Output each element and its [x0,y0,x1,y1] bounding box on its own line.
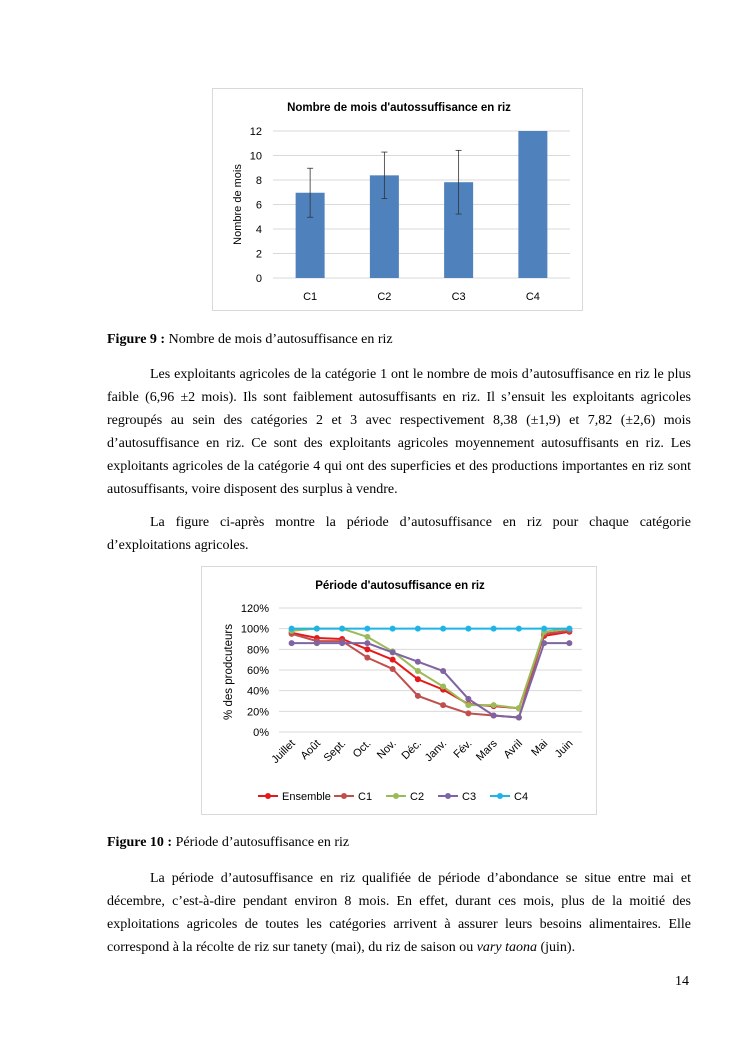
figure-10-caption [107,833,349,853]
legend-label-ensemble: Ensemble [282,791,331,803]
x-tick-label: Avril [501,737,525,762]
data-point-c4 [541,626,547,632]
data-point-c4 [289,626,295,632]
data-point-c1 [440,702,446,708]
y-tick-label: 80% [246,644,269,657]
chart-title: Période d'autosuffisance en riz [315,580,485,592]
legend-label-c3: C3 [462,791,477,803]
y-tick-label: 10 [249,150,262,163]
y-tick-label: 2 [255,248,262,261]
data-point-c4 [465,626,471,632]
legend-label-c4: C4 [514,791,529,803]
paragraph-2: La figure ci-après montre la période d’autosuffisance en riz pour chaque catégorie d’exploitations agricoles. [107,515,691,553]
data-point-c4 [491,626,497,632]
paragraph-1: Les exploitants agricoles de la catégorie 1 ont le nombre de mois d’autosuffisance en riz le plus faible (6,96 ±2 mois). Ils sont faiblement autosuffisants en riz. Il s’ensuit les exploitants agricoles regroupés au sein des catégories 2 et 3 avec respectivement 8,38 (±1,9) et 7,82 (±2,6) mois d’autosuffisance en riz. Ce sont des exploitants agricoles moyennement autosuffisants en riz. Les exploitants agricoles de la catégorie 4 qui ont des superficies et des productions importantes en riz sont autosuffisants, voire disposent des surplus à vendre. [107,367,691,497]
x-tick-label: Juillet [269,737,298,767]
x-tick-label: C4 [525,291,540,303]
paragraph-3 [107,867,691,959]
x-tick-label: Déc. [399,737,424,763]
paragraph-3-italic: vary taona [476,940,537,955]
x-tick-label: C1 [303,291,318,303]
data-point-c3 [566,640,572,646]
figure-9-text: Nombre de mois d’autosuffisance en riz [165,332,393,347]
figure-9-label: Figure 9 : [107,332,166,347]
data-point-c3 [541,640,547,646]
data-point-c1 [465,710,471,716]
legend-marker-c2 [393,793,399,799]
y-tick-label: 20% [246,706,269,719]
y-tick-label: 4 [255,224,262,236]
x-tick-label: Fév. [451,737,475,761]
data-point-c3 [516,715,522,721]
data-point-c4 [566,626,572,632]
legend-label-c1: C1 [358,791,373,803]
data-point-ensemble [364,646,370,652]
data-point-c4 [415,626,421,632]
line-chart [202,567,596,814]
x-tick-label: Mai [529,737,551,759]
line-chart-container [201,566,597,815]
data-point-c2 [491,702,497,708]
figure-10-label: Figure 10 : [107,835,173,850]
chart-title: Nombre de mois d'autossuffisance en riz [287,102,511,114]
y-tick-label: 8 [255,175,262,187]
x-tick-label: Mars [473,737,500,764]
y-tick-label: 0% [253,727,269,739]
data-point-c3 [491,712,497,718]
data-point-c4 [364,626,370,632]
page-number: 14 [675,974,689,989]
paragraph-3-end: (juin). [536,940,576,955]
data-point-c4 [440,626,446,632]
bar-chart [213,89,582,310]
paragraph-3-text: La période d’autosuffisance en riz qualifiée de période d’abondance se situe entre mai et décembre, c’est-à-dire pendant environ 8 mois. En effet, durant ces mois, plus de la moitié des exploitations agricoles de toutes les catégories arrivent à assurer leurs besoins alimentaires. Elle correspond à la récolte de riz sur tanety (mai), du riz de saison ou [107,871,691,955]
data-point-c3 [390,649,396,655]
y-tick-label: 60% [246,665,269,677]
data-point-c1 [364,655,370,661]
data-point-c3 [440,668,446,674]
y-tick-label: 6 [255,199,262,212]
y-axis-label: % des prodcuteurs [223,624,235,720]
data-point-c4 [516,626,522,632]
data-point-c2 [465,702,471,708]
x-tick-label: Juin [552,737,576,761]
data-point-ensemble [390,657,396,663]
legend-marker-c3 [445,793,451,799]
figure-10-text: Période d’autosuffisance en riz [172,835,350,850]
data-point-c2 [440,684,446,690]
data-point-c1 [415,693,421,699]
data-point-c1 [390,666,396,672]
x-tick-label: Janv. [422,737,450,765]
data-point-c3 [289,640,295,646]
y-tick-label: 40% [246,685,269,698]
y-tick-label: 0 [255,273,262,285]
data-point-c3 [415,659,421,665]
legend-marker-c4 [497,793,503,799]
x-tick-label: Août [298,737,323,763]
legend-marker-c1 [341,793,347,799]
data-point-c4 [339,626,345,632]
data-point-c4 [314,626,320,632]
x-tick-label: Sept. [321,737,349,765]
y-tick-label: 12 [249,126,262,138]
data-point-c3 [364,640,370,646]
y-tick-label: 100% [240,623,269,636]
y-axis-label: Nombre de mois [232,164,244,245]
data-point-c4 [390,626,396,632]
legend-label-c2: C2 [410,791,425,803]
figure-9-caption [107,330,393,350]
data-point-c3 [339,640,345,646]
x-tick-label: Nov. [374,737,399,762]
legend-marker-ensemble [265,793,271,799]
bar-c4 [518,131,547,278]
bar-chart-container [212,88,583,311]
x-tick-label: C2 [377,291,392,303]
data-point-c3 [314,640,320,646]
data-point-c2 [415,668,421,674]
x-tick-label: Oct. [350,737,374,761]
data-point-c3 [465,696,471,702]
y-tick-label: 120% [240,603,269,615]
data-point-c2 [364,634,370,640]
x-tick-label: C3 [451,291,466,303]
data-point-ensemble [415,676,421,682]
